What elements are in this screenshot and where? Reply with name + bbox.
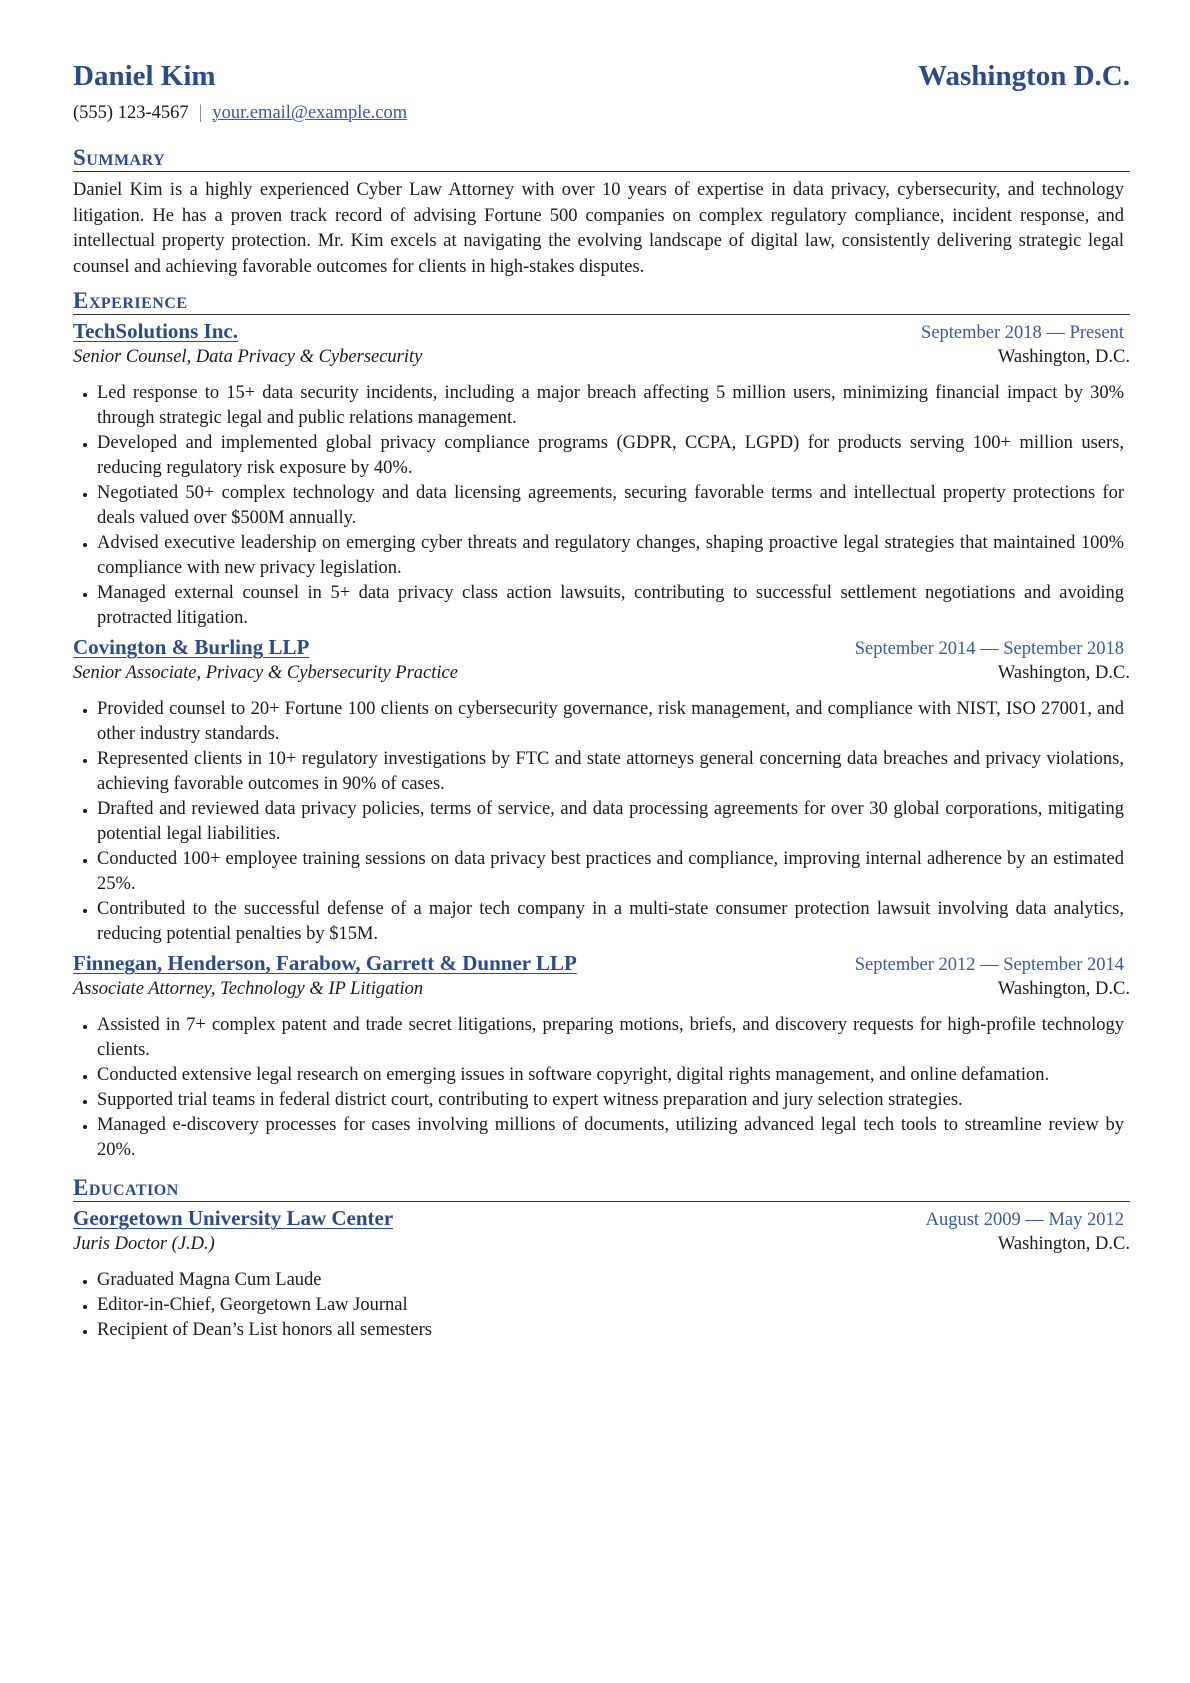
phone-number: (555) 123-4567 <box>73 103 189 123</box>
role-title: Juris Doctor (J.D.) <box>73 1234 215 1254</box>
organization-link[interactable]: Covington & Burling LLP <box>73 635 310 659</box>
section-title-education: Education <box>73 1175 1130 1202</box>
bullet-item: • Represented clients in 10+ regulatory investigations by FTC and state attorneys general concerning data breaches and privacy violations, achieving favorable outcomes in 90% of cases. <box>97 747 1124 797</box>
bullet-item: • Conducted extensive legal research on emerging issues in software copyright, digital rights management, and online defamation. <box>97 1063 1124 1088</box>
contact-separator: | <box>198 103 203 123</box>
bullet-item: • Editor-in-Chief, Georgetown Law Journal <box>97 1293 1124 1318</box>
contact-line <box>73 103 1130 131</box>
entry-location: Washington, D.C. <box>997 979 1130 999</box>
experience-entry <box>73 635 1130 947</box>
role-title: Senior Counsel, Data Privacy & Cybersecurity <box>73 347 423 367</box>
role-title: Associate Attorney, Technology & IP Litigation <box>73 979 424 999</box>
candidate-name: Daniel Kim <box>73 60 216 92</box>
resume-page <box>73 60 1130 1343</box>
bullet-item: • Conducted 100+ employee training sessions on data privacy best practices and compliance, improving internal adherence by an estimated 25%. <box>97 847 1124 897</box>
entry-location: Washington, D.C. <box>997 347 1130 367</box>
experience-entry <box>73 951 1130 1163</box>
organization-link[interactable]: Georgetown University Law Center <box>73 1206 394 1230</box>
bullet-item: • Managed external counsel in 5+ data privacy class action lawsuits, contributing to successful settlement negotiations and avoiding protracted litigation. <box>97 581 1124 631</box>
entry-location: Washington, D.C. <box>997 663 1130 683</box>
bullet-item: • Managed e-discovery processes for cases involving millions of documents, utilizing advanced legal tech tools to streamline review by 20%. <box>97 1113 1124 1163</box>
email-link[interactable]: your.email@example.com <box>212 103 408 123</box>
bullet-item: • Supported trial teams in federal district court, contributing to expert witness preparation and jury selection strategies. <box>97 1088 1124 1113</box>
education-list <box>73 1206 1130 1343</box>
date-range: September 2014 — September 2018 <box>854 639 1124 659</box>
date-range: August 2009 — May 2012 <box>925 1210 1124 1230</box>
role-title: Senior Associate, Privacy & Cybersecurity Practice <box>73 663 458 683</box>
bullet-item: • Negotiated 50+ complex technology and data licensing agreements, securing favorable terms and intellectual property protections for deals valued over $500M annually. <box>97 481 1124 531</box>
entry-location: Washington, D.C. <box>997 1234 1130 1254</box>
bullet-item: • Graduated Magna Cum Laude <box>97 1268 1124 1293</box>
organization-link[interactable]: TechSolutions Inc. <box>73 319 238 343</box>
section-title-experience: Experience <box>73 288 1130 315</box>
bullet-list <box>73 697 1130 947</box>
summary-text: Daniel Kim is a highly experienced Cyber Law Attorney with over 10 years of expertise in data privacy, cybersecurity, and technology litigation. He has a proven track record of advising Fortune 500 companies on complex regulatory compliance, incident response, and intellectual property protection. Mr. Kim excels at navigating the evolving landscape of digital law, consistently delivering strategic legal counsel and achieving favorable outcomes for clients in high-stakes disputes. <box>73 180 1124 277</box>
bullet-item: • Developed and implemented global privacy compliance programs (GDPR, CCPA, LGPD) for products serving 100+ million users, reducing regulatory risk exposure by 40%. <box>97 431 1124 481</box>
organization-link[interactable]: Finnegan, Henderson, Farabow, Garrett & Dunner LLP <box>73 951 577 975</box>
section-title-summary: Summary <box>73 145 1130 172</box>
candidate-location: Washington D.C. <box>918 60 1130 92</box>
experience-list <box>73 319 1130 1163</box>
bullet-item: • Contributed to the successful defense of a major tech company in a multi-state consumer protection lawsuit involving data analytics, reducing potential penalties by $15M. <box>97 897 1124 947</box>
bullet-item: • Led response to 15+ data security incidents, including a major breach affecting 5 million users, minimizing financial impact by 30% through strategic legal and public relations management. <box>97 381 1124 431</box>
bullet-item: • Provided counsel to 20+ Fortune 100 clients on cybersecurity governance, risk management, and compliance with NIST, ISO 27001, and other industry standards. <box>97 697 1124 747</box>
experience-entry <box>73 319 1130 631</box>
education-entry <box>73 1206 1130 1343</box>
bullet-list <box>73 1268 1130 1343</box>
date-range: September 2012 — September 2014 <box>854 955 1124 975</box>
bullet-item: • Assisted in 7+ complex patent and trade secret litigations, preparing motions, briefs, and discovery requests for high-profile technology clients. <box>97 1013 1124 1063</box>
bullet-item: • Advised executive leadership on emerging cyber threats and regulatory changes, shaping proactive legal strategies that maintained 100% compliance with new privacy legislation. <box>97 531 1124 581</box>
date-range: September 2018 — Present <box>921 323 1124 343</box>
resume-header <box>73 60 1130 100</box>
bullet-list <box>73 381 1130 631</box>
bullet-list <box>73 1013 1130 1163</box>
bullet-item: • Drafted and reviewed data privacy policies, terms of service, and data processing agreements for over 30 global corporations, mitigating potential legal liabilities. <box>97 797 1124 847</box>
bullet-item: • Recipient of Dean’s List honors all semesters <box>97 1318 1124 1343</box>
